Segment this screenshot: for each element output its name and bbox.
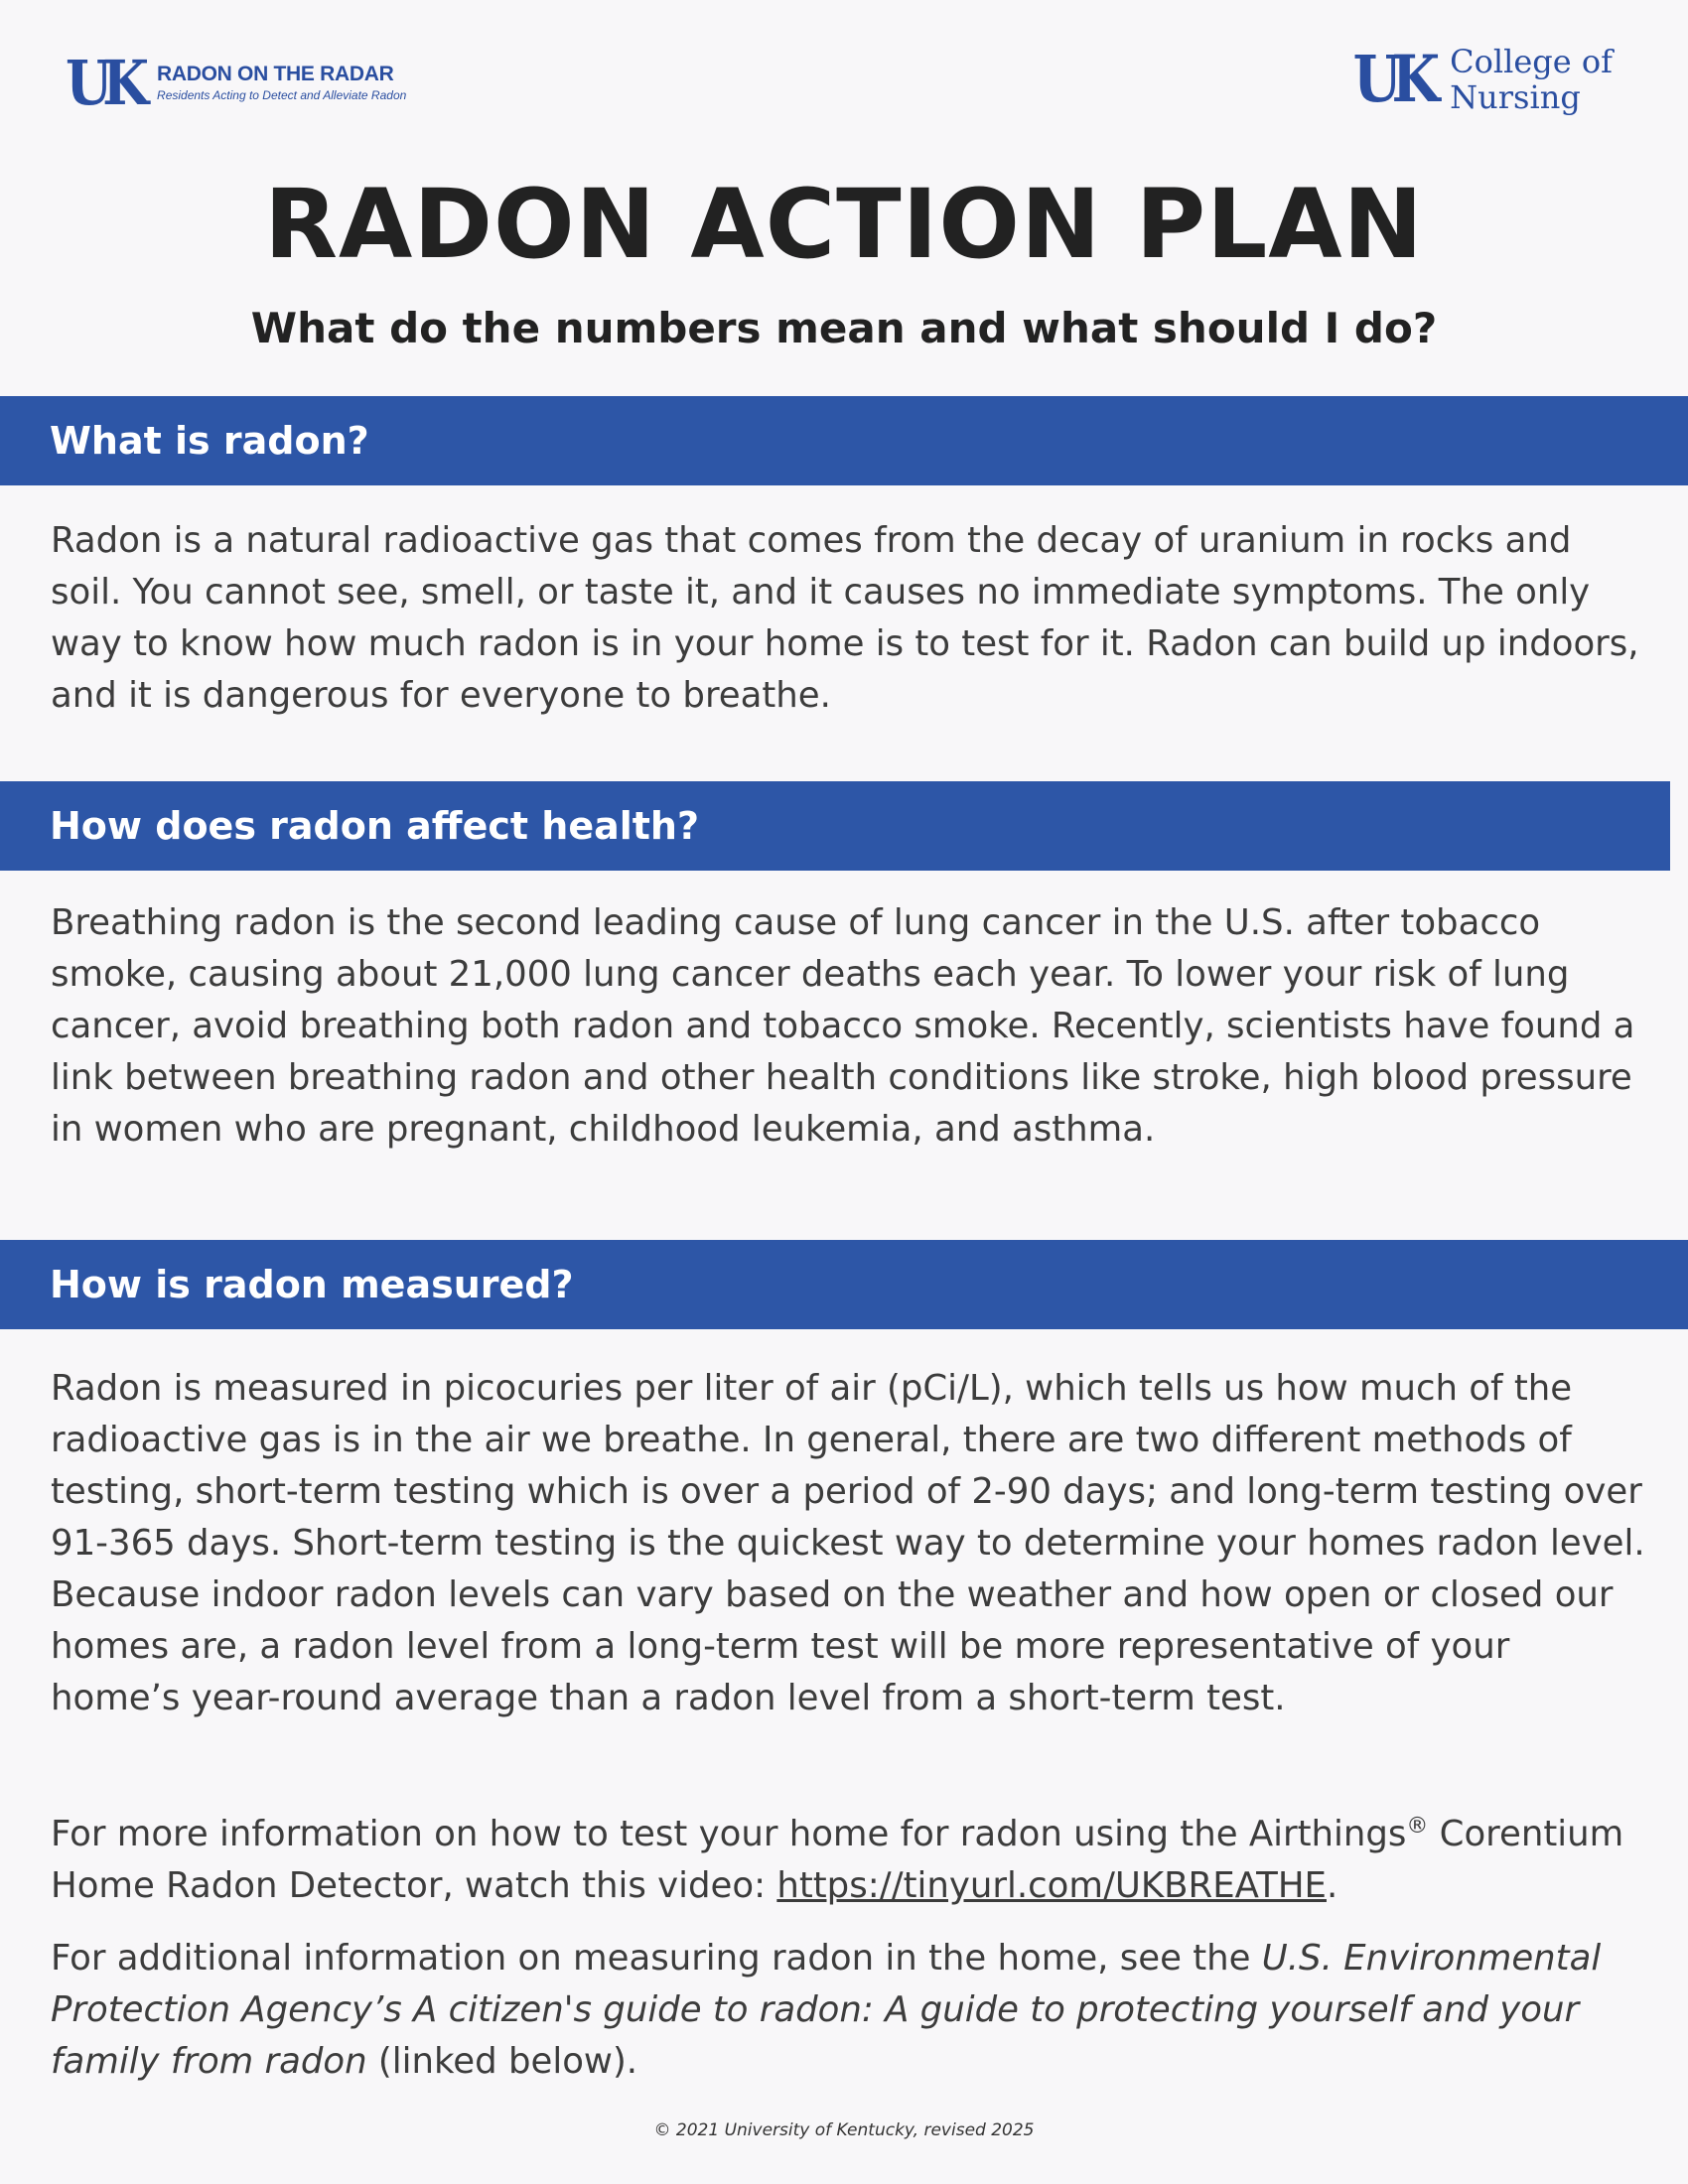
uk-logo-mark: UK <box>66 46 140 119</box>
section-paragraph: Radon is a natural radioactive gas that comes from the decay of uranium in rocks and soil. You cannot see, smell, or taste it, and it causes no immediate symptoms. The only way to know how much radon is in your home is to test for it. Radon can build up indoors, and it is dangerous for everyone to breathe. <box>51 520 1639 716</box>
section-heading-health: How does radon affect health? <box>0 781 1670 871</box>
section-paragraph: Breathing radon is the second leading cause of lung cancer in the U.S. after tobacco smoke, causing about 21,000 lung cancer deaths each year. To lower your risk of lung cancer, avoid breathing both radon and tobacco smoke. Recently, scientists have found a link between breathing radon and other health conditions like stroke, high blood pressure in women who are pregnant, childhood leukemia, and asthma. <box>51 902 1635 1150</box>
section-paragraph: Radon is measured in picocuries per liter of air (pCi/L), which tells us how much of the radioactive gas is in the air we breathe. In general, there are two different methods of testing, short-term testing which is over a period of 2-90 days; and long-term testing over 91-365 days. Short-term testing is the quickest way to determine your homes radon level. Because indoor radon levels can vary based on the weather and how open or closed our homes are, a radon level from a long-term test will be more representative of your home’s year-round average than a radon level from a short-term test. <box>51 1368 1645 1718</box>
college-of-nursing-logo <box>1353 44 1613 115</box>
logo-line-2: Nursing <box>1450 78 1581 116</box>
video-info-paragraph: For more information on how to test your home for radon using the Airthings® Corentium Home Radon Detector, watch this video: https://tinyurl.com/UKBREATHE. <box>51 1813 1624 1906</box>
uk-logo-mark: UK <box>1352 42 1431 117</box>
page-title: RADON ACTION PLAN <box>264 169 1424 280</box>
logo-tagline: Residents Acting to Detect and Alleviate Radon <box>157 88 407 102</box>
section-heading-measured: How is radon measured? <box>0 1240 1688 1329</box>
registered-mark: ® <box>1406 1814 1429 1839</box>
logo-title: RADON ON THE RADAR <box>157 63 394 85</box>
epa-info-paragraph: For additional information on measuring radon in the home, see the U.S. Environmental Protection Agency’s A citizen's guide to radon: A guide to protecting yourself and your family from radon (linked below). <box>51 1938 1602 2082</box>
video-link[interactable]: https://tinyurl.com/UKBREATHE <box>776 1864 1327 1906</box>
section-heading-what-is-radon: What is radon? <box>0 396 1688 485</box>
radon-on-the-radar-logo <box>66 46 407 119</box>
page-subtitle: What do the numbers mean and what should I do? <box>250 304 1438 352</box>
copyright-footer: © 2021 University of Kentucky, revised 2025 <box>653 2120 1035 2140</box>
logo-line-1: College of <box>1450 43 1613 80</box>
epa-guide-title: U.S. Environmental Protection Agency’s A citizen's guide to radon: A guide to protecting yourself and your family from radon <box>51 1938 1602 2082</box>
